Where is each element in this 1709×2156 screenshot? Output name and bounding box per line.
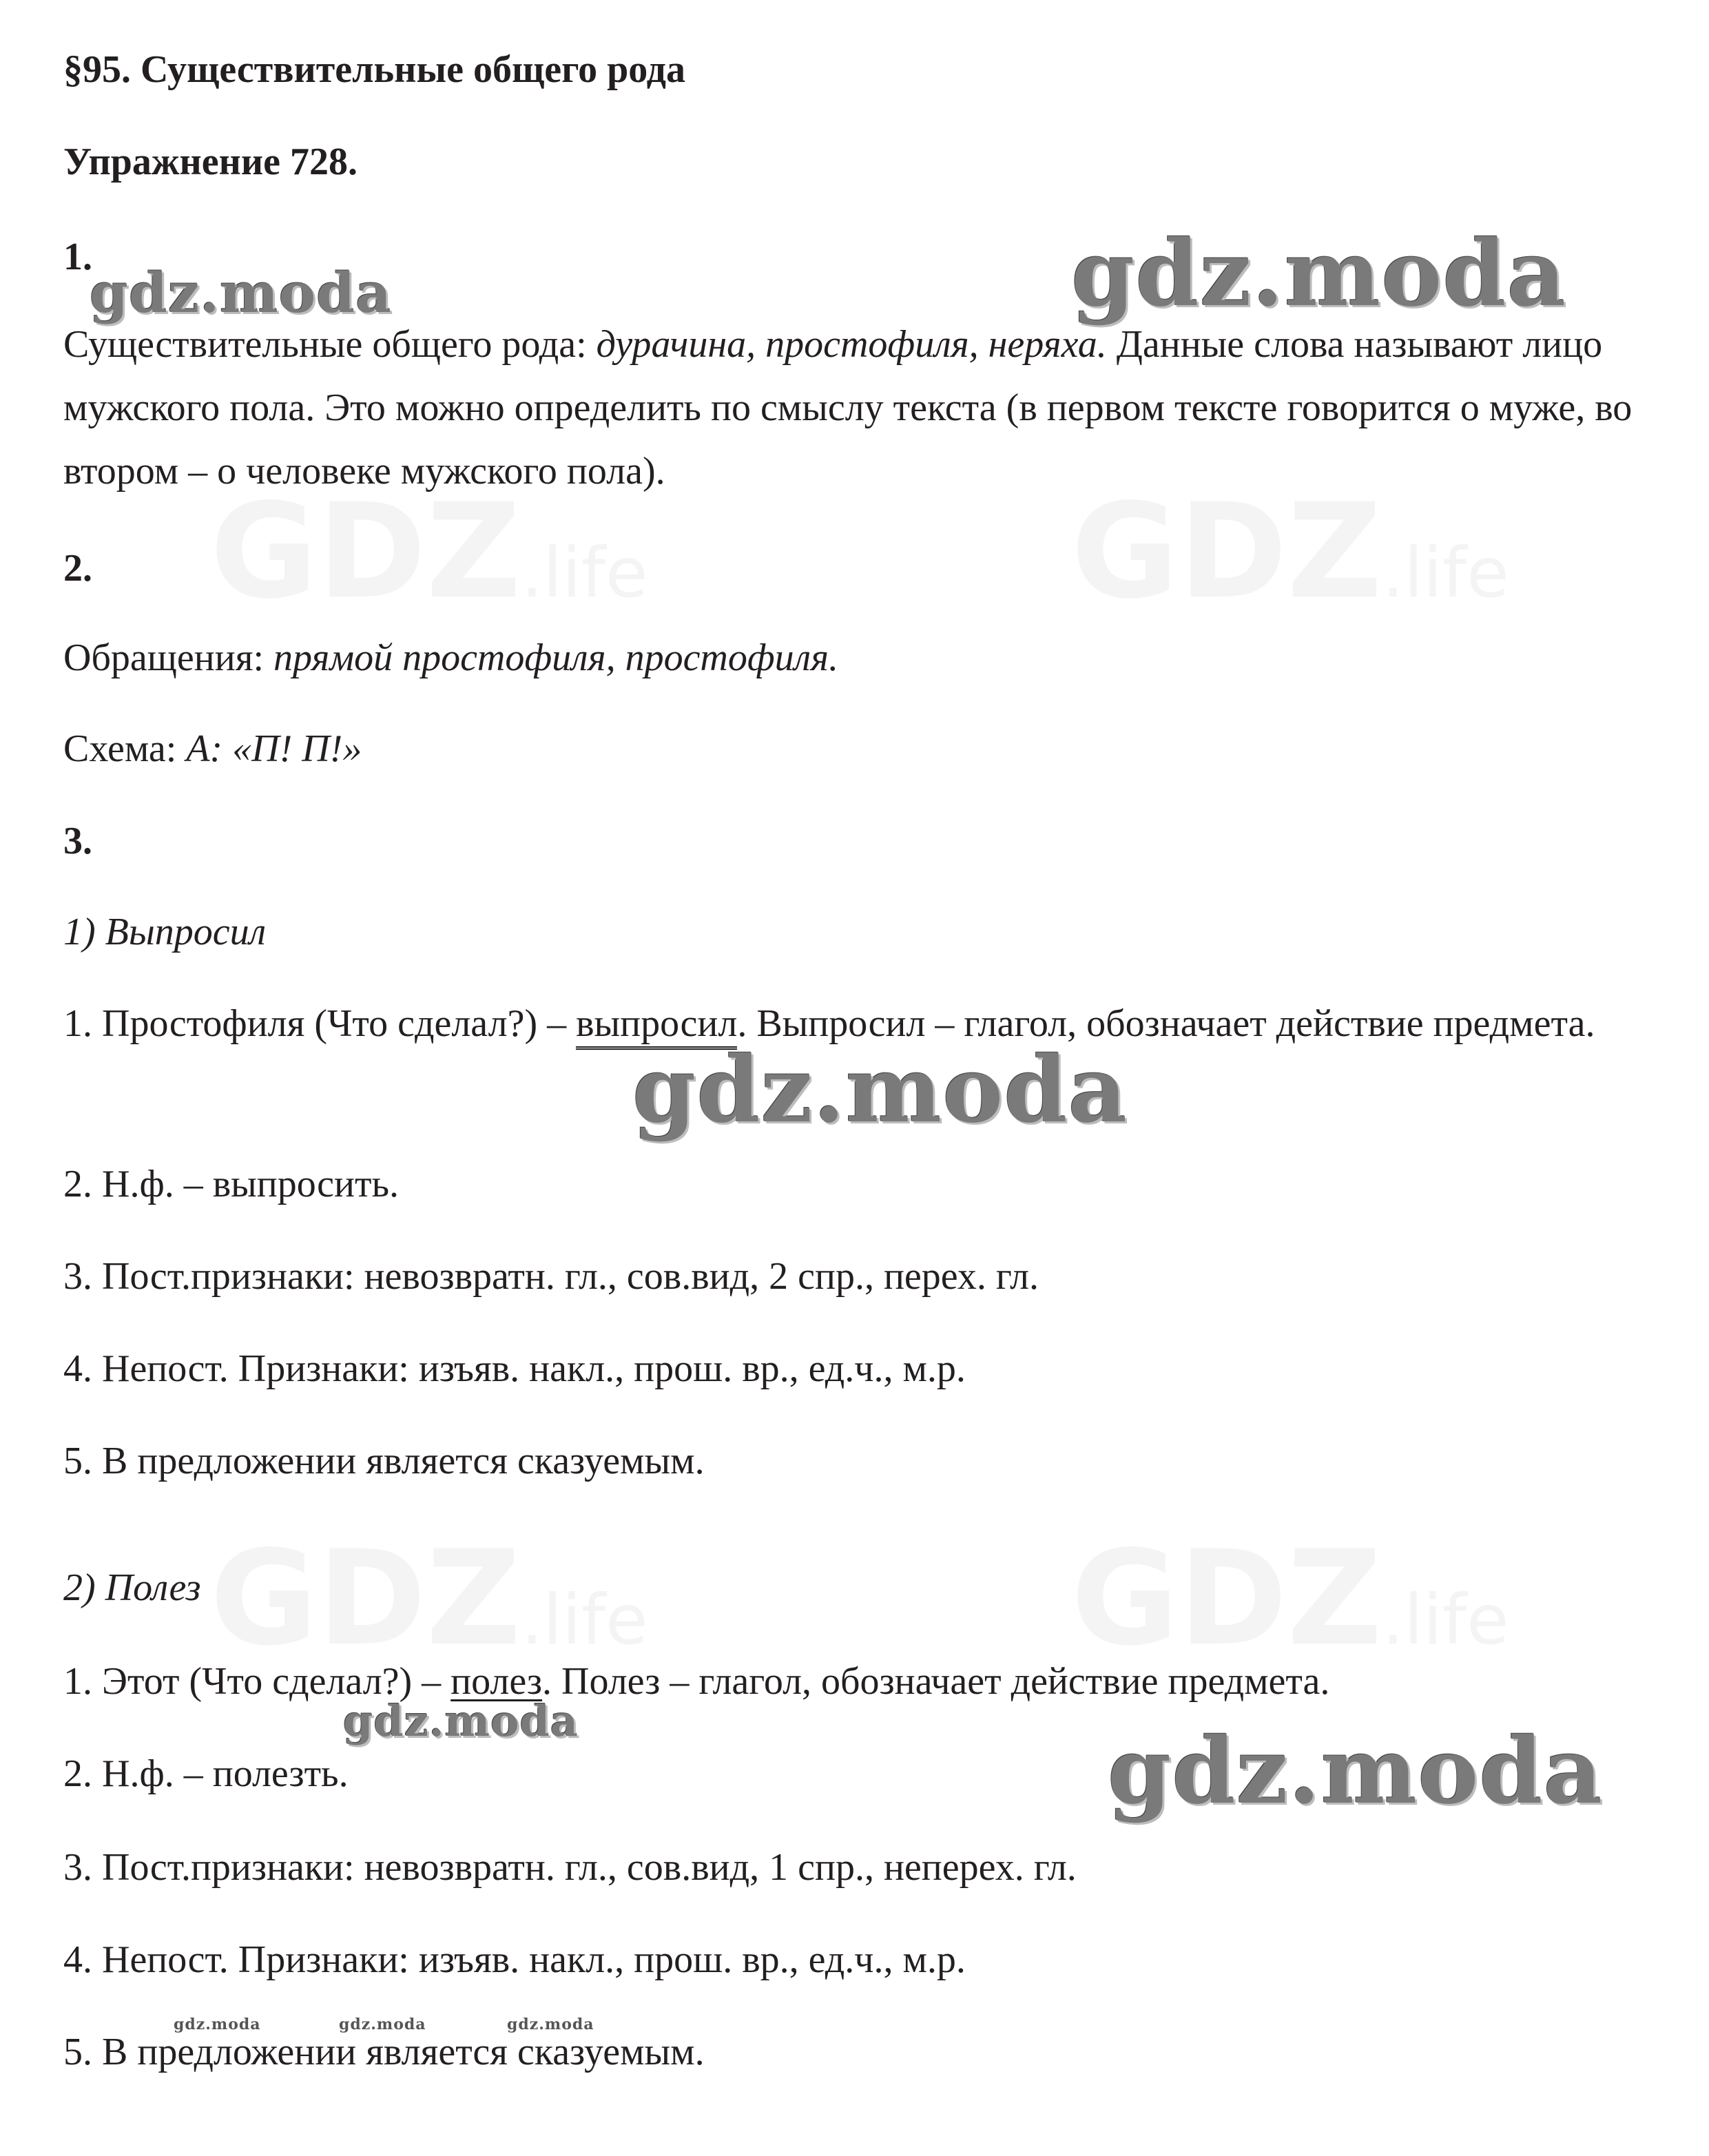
watermark-gdz-life: GDZ.life xyxy=(210,475,648,628)
watermark-gdz-moda: gdz.moda xyxy=(90,260,392,325)
analysis-item: 4. Непост. Признаки: изъяв. накл., прош. вр., ед.ч., м.р. xyxy=(63,1347,966,1390)
analysis-item: 1. Простофиля (Что сделал?) – выпросил. Выпросил – глагол, обозначает действие предмета. xyxy=(63,992,1634,1055)
analysis-item: 1. Этот (Что сделал?) – полез. Полез – глагол, обозначает действие предмета. xyxy=(63,1660,1330,1703)
watermark-gdz-life: GDZ.life xyxy=(1071,1522,1509,1675)
analysis-item: 5. В предложении является сказуемым. xyxy=(63,2031,705,2073)
analysis-item: 5. В предложении является сказуемым. xyxy=(63,1440,705,1482)
part-number: 3. xyxy=(63,820,92,862)
word-heading: 1) Выпросил xyxy=(63,911,267,953)
part-number: 1. xyxy=(63,236,92,278)
analysis-item: 2. Н.ф. – выпросить. xyxy=(63,1163,399,1205)
analysis-item: 2. Н.ф. – полезть. xyxy=(63,1752,349,1795)
watermark-gdz-moda: gdz.moda xyxy=(632,1037,1128,1143)
watermark-gdz-moda: gdz.moda xyxy=(343,1696,579,1746)
watermark-gdz-moda: gdz.moda xyxy=(1108,1718,1604,1825)
watermark-gdz-moda: gdz.moda xyxy=(174,2015,261,2033)
part-number: 2. xyxy=(63,547,92,590)
section-title: §95. Существительные общего рода xyxy=(63,48,685,91)
watermark-gdz-moda: gdz.moda xyxy=(339,2015,426,2033)
analysis-item: 3. Пост.признаки: невозвратн. гл., сов.вид, 1 спр., неперех. гл. xyxy=(63,1846,1077,1889)
scheme-line: Схема: А: «П! П!» xyxy=(63,727,362,770)
watermark-gdz-moda: gdz.moda xyxy=(1071,220,1567,327)
exercise-title: Упражнение 728. xyxy=(63,141,358,183)
watermark-gdz-life: GDZ.life xyxy=(210,1522,648,1675)
watermark-gdz-life: GDZ.life xyxy=(1071,475,1509,628)
word-heading: 2) Полез xyxy=(63,1566,201,1609)
part1-paragraph: Существительные общего рода: дурачина, простофиля, неряха. Данные слова называют лицо мужского пола. Это можно определить по смыслу текста (в первом тексте говорится о муже, во втором – о человеке мужского пола). xyxy=(63,323,1633,493)
analysis-item: 3. Пост.признаки: невозвратн. гл., сов.вид, 2 спр., перех. гл. xyxy=(63,1255,1039,1298)
appeals-line: Обращения: прямой простофиля, простофиля. xyxy=(63,636,839,679)
watermark-gdz-moda: gdz.moda xyxy=(507,2015,594,2033)
analysis-item: 4. Непост. Признаки: изъяв. накл., прош. вр., ед.ч., м.р. xyxy=(63,1938,966,1981)
